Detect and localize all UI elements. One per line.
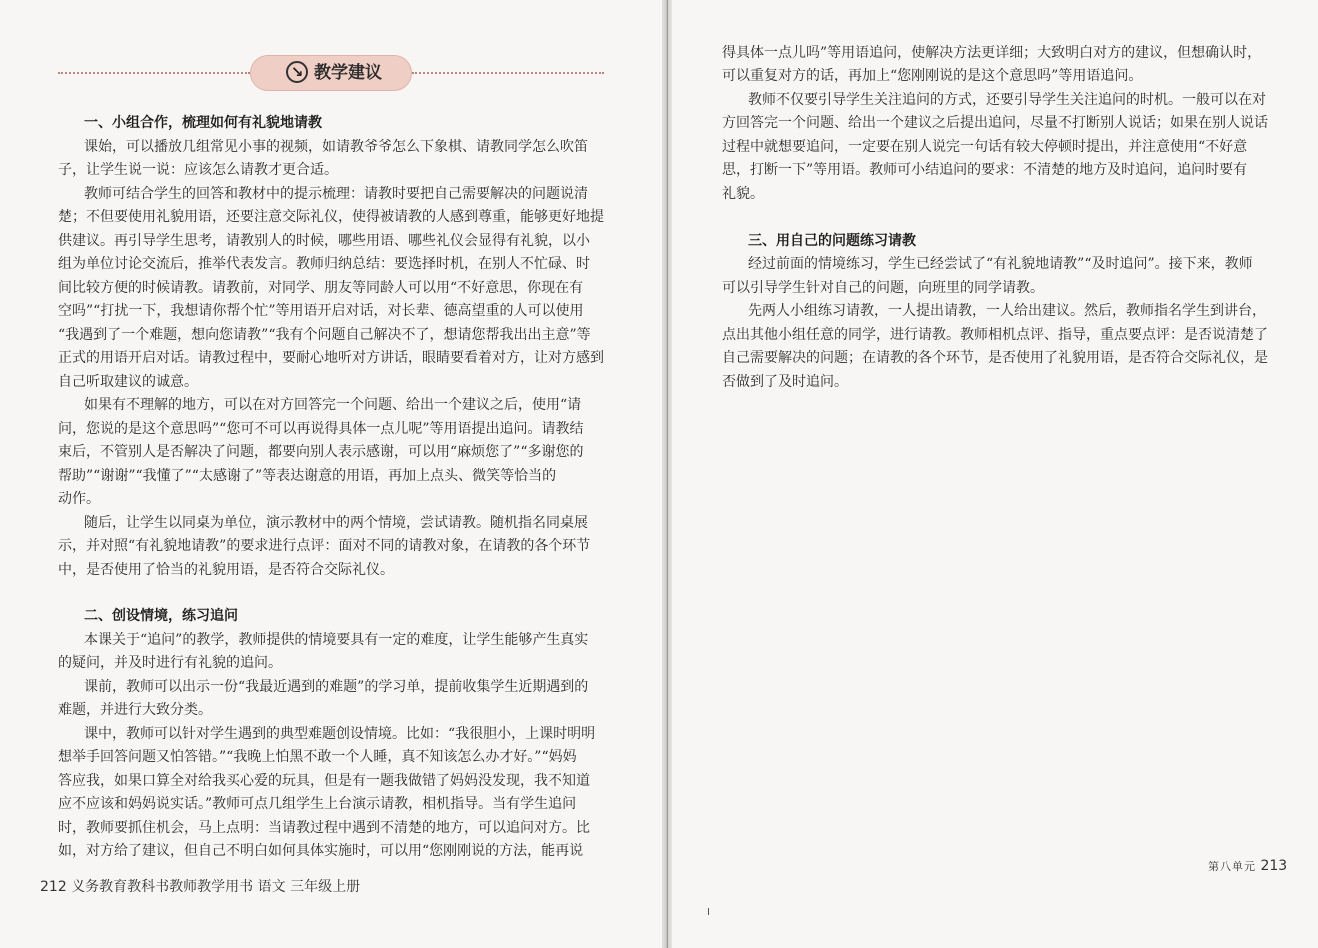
text-line: 如果有不理解的地方，可以在对方回答完一个问题、给出一个建议之后，使用“请 bbox=[84, 397, 582, 413]
text-line: 空吗”“打扰一下，我想请你帮个忙”等用语开启对话，对长辈、德高望重的人可以使用 bbox=[58, 303, 584, 319]
text-line: 问，您说的是这个意思吗”“您可不可以再说得具体一点儿呢”等用语提出追问。请教结 bbox=[58, 421, 584, 437]
header-rule-left bbox=[58, 72, 250, 74]
text-line: 可以重复对方的话，再加上“您刚刚说的是这个意思吗”等用语追问。 bbox=[722, 68, 1143, 84]
text-line: 思，打断一下”等用语。教师可小结追问的要求：不清楚的地方及时追问，追问时要有 bbox=[722, 162, 1248, 178]
text-line: 中，是否使用了恰当的礼貌用语，是否符合交际礼仪。 bbox=[58, 562, 394, 578]
text-line: 经过前面的情境练习，学生已经尝试了“有礼貌地请教”“及时追问”。接下来，教师 bbox=[748, 256, 1253, 272]
text-line: 束后，不管别人是否解决了问题，都要向别人表示感谢，可以用“麻烦您了”“多谢您的 bbox=[58, 444, 584, 460]
heading-1: 一、小组合作，梳理如何有礼貌地请教 bbox=[84, 115, 322, 131]
text-line: 子，让学生说一说：应该怎么请教才更合适。 bbox=[58, 162, 338, 178]
text-line: 教师不仅要引导学生关注追问的方式，还要引导学生关注追问的时机。一般可以在对 bbox=[748, 92, 1266, 108]
footer-right bbox=[1208, 858, 1287, 875]
text-line: 礼貌。 bbox=[722, 186, 764, 202]
page-mark bbox=[708, 908, 709, 915]
text-line: 课前，教师可以出示一份“我最近遇到的难题”的学习单，提前收集学生近期遇到的 bbox=[84, 679, 589, 695]
text-line: 时，教师要抓住机会，马上点明：当请教过程中遇到不清楚的地方，可以追问对方。比 bbox=[58, 820, 590, 836]
text-line: 否做到了及时追问。 bbox=[722, 374, 848, 390]
text-line: 楚；不但要使用礼貌用语，还要注意交际礼仪，使得被请教的人感到尊重，能够更好地提 bbox=[58, 209, 604, 225]
text-line: 间比较方便的时候请教。请教前，对同学、朋友等同龄人可以用“不好意思，你现在有 bbox=[58, 280, 584, 296]
text-line: 点出其他小组任意的同学，进行请教。教师相机点评、指导，重点要点评：是否说清楚了 bbox=[722, 327, 1268, 343]
text-line: 得具体一点儿吗”等用语追问，使解决方法更详细；大致明白对方的建议，但想确认时， bbox=[722, 45, 1262, 61]
text-line: 方回答完一个问题、给出一个建议之后提出追问，尽量不打断别人说话；如果在别人说话 bbox=[722, 115, 1268, 131]
text-line: 难题，并进行大致分类。 bbox=[58, 702, 212, 718]
section-title: 教学建议 bbox=[314, 63, 382, 83]
book-title: 义务教育教科书教师教学用书 语文 三年级上册 bbox=[71, 879, 361, 895]
text-line: 的疑问，并及时进行有礼貌的追问。 bbox=[58, 655, 282, 671]
text-line: 应不应该和妈妈说实话。”教师可点几组学生上台演示请教，相机指导。当有学生追问 bbox=[58, 796, 577, 812]
heading-2: 二、创设情境，练习追问 bbox=[84, 608, 238, 624]
text-line: 想举手回答问题又怕答错。”“我晚上怕黑不敢一个人睡，真不知该怎么办才好。”“妈妈 bbox=[58, 749, 577, 765]
text-line: 动作。 bbox=[58, 491, 100, 507]
text-line: 自己听取建议的诚意。 bbox=[58, 374, 198, 390]
text-line: 随后，让学生以同桌为单位，演示教材中的两个情境，尝试请教。随机指名同桌展 bbox=[84, 515, 588, 531]
footer-left bbox=[40, 879, 360, 895]
page-number-left: 212 bbox=[40, 879, 67, 895]
text-line: 可以引导学生针对自己的问题，向班里的同学请教。 bbox=[722, 280, 1044, 296]
text-line: 过程中就想要追问，一定要在别人说完一句话有较大停顿时提出，并注意使用“不好意 bbox=[722, 139, 1248, 155]
spine-fold-line bbox=[667, 0, 668, 948]
text-line: 课始，可以播放几组常见小事的视频，如请教爷爷怎么下象棋、请教同学怎么吹笛 bbox=[84, 139, 588, 155]
heading-3: 三、用自己的问题练习请教 bbox=[748, 233, 916, 249]
unit-label: 第八单元 bbox=[1208, 860, 1256, 873]
text-line: “我遇到了一个难题，想向您请教”“我有个问题自己解决不了，想请您帮我出出主意”等 bbox=[58, 327, 591, 343]
text-line: 组为单位讨论交流后，推举代表发言。教师归纳总结：要选择时机，在别人不忙碌、时 bbox=[58, 256, 590, 272]
text-line: 答应我，如果口算全对给我买心爱的玩具，但是有一题我做错了妈妈没发现，我不知道 bbox=[58, 773, 590, 789]
page-number-right: 213 bbox=[1260, 858, 1288, 874]
text-line: 正式的用语开启对话。请教过程中，要耐心地听对方讲话，眼睛要看着对方，让对方感到 bbox=[58, 350, 604, 366]
text-line: 示，并对照“有礼貌地请教”的要求进行点评：面对不同的请教对象，在请教的各个环节 bbox=[58, 538, 591, 554]
text-line: 自己需要解决的问题；在请教的各个环节，是否使用了礼貌用语，是否符合交际礼仪，是 bbox=[722, 350, 1268, 366]
text-line: 课中，教师可以针对学生遇到的典型难题创设情境。比如：“我很胆小，上课时明明 bbox=[84, 726, 596, 742]
text-line: 先两人小组练习请教，一人提出请教，一人给出建议。然后，教师指名学生到讲台， bbox=[748, 303, 1266, 319]
text-line: 教师可结合学生的回答和教材中的提示梳理：请教时要把自己需要解决的问题说清 bbox=[84, 186, 588, 202]
text-line: 本课关于“追问”的教学，教师提供的情境要具有一定的难度，让学生能够产生真实 bbox=[84, 632, 589, 648]
text-line: 如，对方给了建议，但自己不明白如何具体实施时，可以用“您刚刚说的方法，能再说 bbox=[58, 843, 584, 859]
text-line: 供建议。再引导学生思考，请教别人的时候，哪些用语、哪些礼仪会显得有礼貌，以小 bbox=[58, 233, 590, 249]
arrow-down-right-icon: ↘ bbox=[286, 61, 308, 83]
header-rule-right bbox=[412, 72, 604, 74]
text-line: 帮助”“谢谢”“我懂了”“太感谢了”等表达谢意的用语，再加上点头、微笑等恰当的 bbox=[58, 468, 557, 484]
